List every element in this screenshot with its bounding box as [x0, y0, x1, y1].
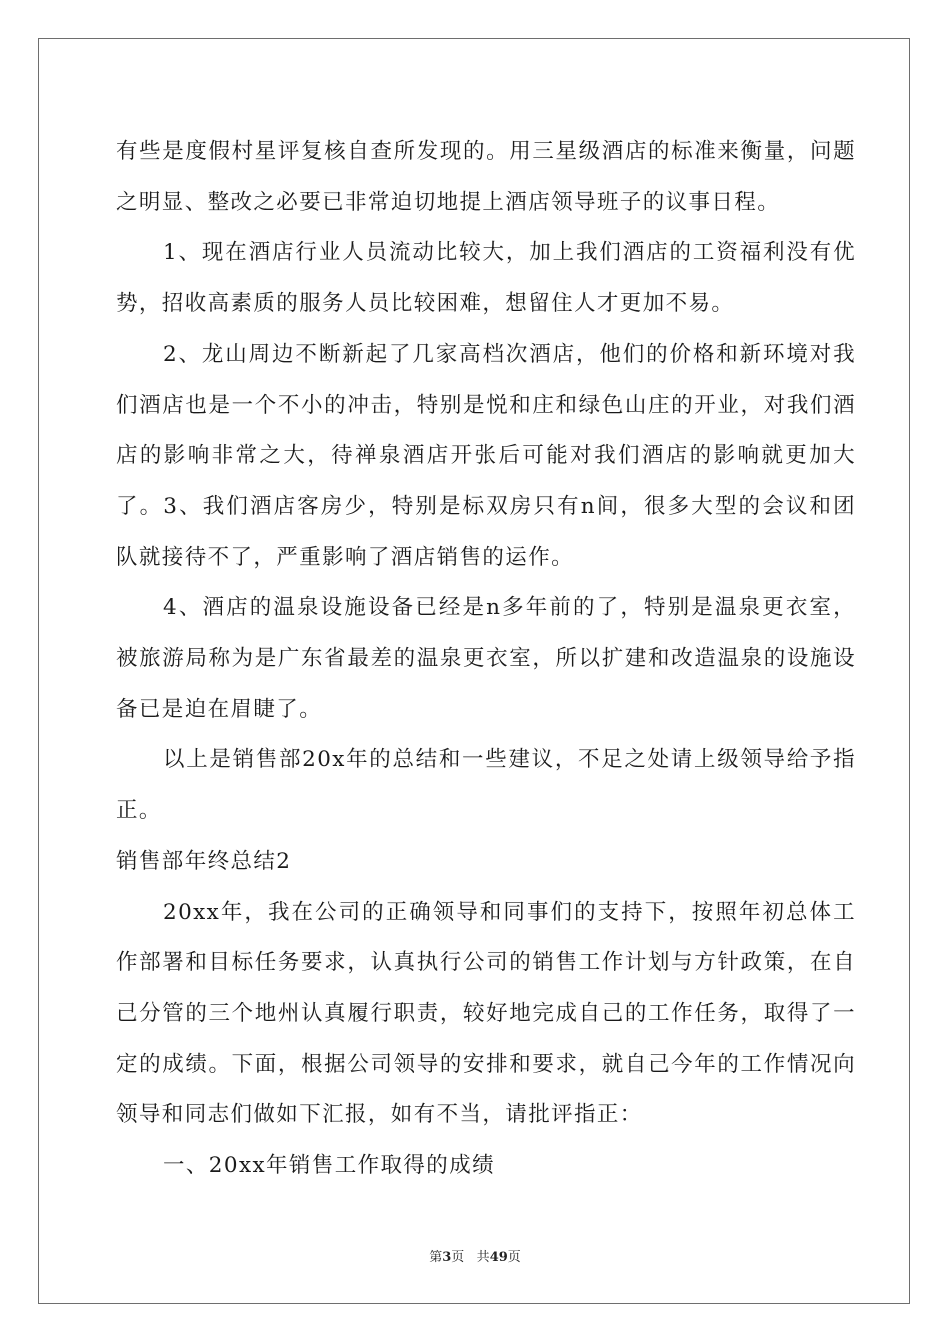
subsection-heading: 一、20xx年销售工作取得的成绩: [163, 1153, 496, 1179]
paragraph-1: 有些是度假村星评复核自查所发现的。用三星级酒店的标准来衡量，问题之明显、整改之必要已非常迫切地提上酒店领导班子的议事日程。: [116, 139, 856, 215]
paragraph-3: 2、龙山周边不断新起了几家高档次酒店，他们的价格和新环境对我们酒店也是一个不小的冲击，特别是悦和庄和绿色山庄的开业，对我们酒店的影响非常之大，待禅泉酒店开张后可能对我们酒店的影响就更加大了。3、我们酒店客房少，特别是标双房只有n间，很多大型的会议和团队就接待不了，严重影响了酒店销售的运作。: [116, 341, 856, 570]
total-suffix: 页: [507, 1250, 521, 1265]
paragraph-6: 20xx年，我在公司的正确领导和同事们的支持下，按照年初总体工作部署和目标任务要求，认真执行公司的销售工作计划与方针政策，在自己分管的三个地州认真履行职责，较好地完成自己的工作任务，取得了一定的成绩。下面，根据公司领导的安排和要求，就自己今年的工作情况向领导和同志们做如下汇报，如有不当，请批评指正：: [116, 899, 856, 1128]
page-prefix: 第: [429, 1250, 443, 1265]
section-heading: 销售部年终总结2: [116, 848, 292, 874]
total-pages: 49: [489, 1250, 508, 1265]
page-number: 3: [442, 1250, 452, 1265]
document-body: [116, 127, 856, 1192]
paragraph-5: 以上是销售部20x年的总结和一些建议，不足之处请上级领导给予指正。: [116, 747, 856, 824]
paragraph-2: 1、现在酒店行业人员流动比较大，加上我们酒店的工资福利没有优势，招收高素质的服务人员比较困难，想留住人才更加不易。: [116, 240, 856, 317]
total-prefix: 共: [476, 1250, 490, 1265]
paragraph-4: 4、酒店的温泉设施设备已经是n多年前的了，特别是温泉更衣室，被旅游局称为是广东省最差的温泉更衣室，所以扩建和改造温泉的设施设备已是迫在眉睫了。: [116, 595, 856, 722]
page-suffix: 页: [451, 1250, 465, 1265]
page-footer: [0, 1246, 950, 1265]
